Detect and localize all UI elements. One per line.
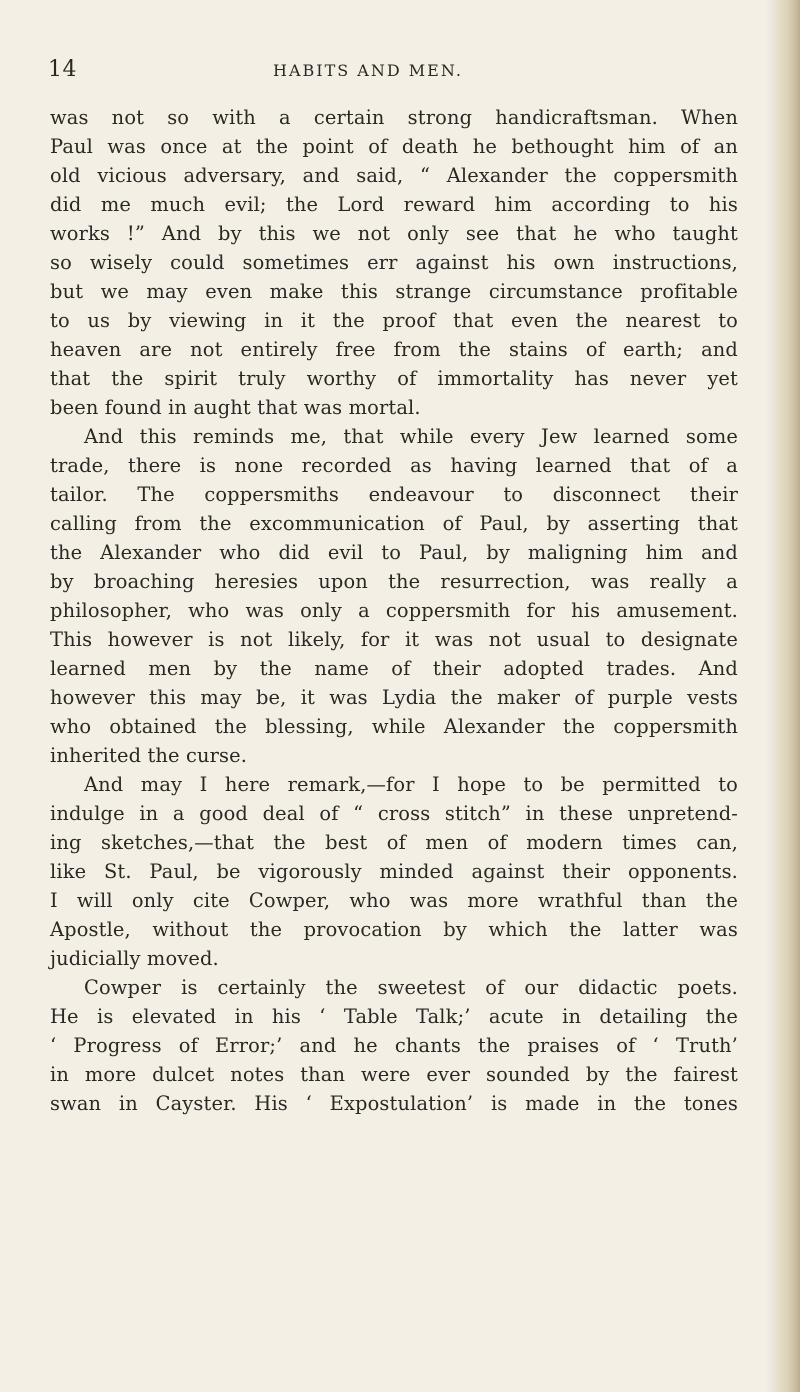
text-line: Apostle, without the provocation by which the latter was [50,918,738,941]
text-line: calling from the excommunication of Paul, by asserting that [50,512,738,535]
text-line: tailor. The coppersmiths endeavour to disconnect their [50,483,738,506]
text-line: like St. Paul, be vigorously minded against their opponents. [50,860,738,883]
text-line: learned men by the name of their adopted trades. And [50,657,738,680]
text-line: heaven are not entirely free from the stains of earth; and [50,338,738,361]
text-line: swan in Cayster. His ‘ Expostulation’ is made in the tones [50,1092,738,1115]
text-line: that the spirit truly worthy of immortality has never yet [50,367,738,390]
text-line: been found in aught that was mortal. [50,396,421,419]
text-line: works !” And by this we not only see that he who taught [50,222,738,245]
text-line: but we may even make this strange circumstance profitable [50,280,738,303]
page-gutter-shadow [766,0,776,1392]
paragraph-first-line: And this reminds me, that while every Jew learned some [84,425,738,448]
text-line: This however is not likely, for it was not usual to designate [50,628,738,651]
text-line: so wisely could sometimes err against his own instructions, [50,251,738,274]
paragraph-first-line: Cowper is certainly the sweetest of our didactic poets. [84,976,738,999]
text-line: the Alexander who did evil to Paul, by maligning him and [50,541,738,564]
text-line: trade, there is none recorded as having learned that of a [50,454,738,477]
text-line: judicially moved. [50,947,219,970]
paragraph-first-line: And may I here remark,—for I hope to be permitted to [84,773,738,796]
text-line: was not so with a certain strong handicraftsman. When [50,106,738,129]
body-text [50,103,738,1118]
text-line: in more dulcet notes than were ever sounded by the fairest [50,1063,738,1086]
text-line: I will only cite Cowper, who was more wrathful than the [50,889,738,912]
page-number: 14 [48,57,77,82]
text-line: inherited the curse. [50,744,248,767]
text-line: Paul was once at the point of death he bethought him of an [50,135,738,158]
text-line: however this may be, it was Lydia the maker of purple vests [50,686,738,709]
text-line: philosopher, who was only a coppersmith for his amusement. [50,599,738,622]
text-line: to us by viewing in it the proof that even the nearest to [50,309,738,332]
text-line: old vicious adversary, and said, “ Alexander the coppersmith [50,164,738,187]
text-line: ‘ Progress of Error;’ and he chants the praises of ‘ Truth’ [50,1034,738,1057]
running-head: HABITS AND MEN. [273,61,463,80]
text-line: who obtained the blessing, while Alexander the coppersmith [50,715,738,738]
text-line: by broaching heresies upon the resurrection, was really a [50,570,738,593]
text-line: ing sketches,—that the best of men of modern times can, [50,831,738,854]
page-header [48,58,768,84]
text-line: did me much evil; the Lord reward him according to his [50,193,738,216]
text-line: He is elevated in his ‘ Table Talk;’ acute in detailing the [50,1005,738,1028]
page-edge [776,0,800,1392]
text-line: indulge in a good deal of “ cross stitch” in these unpretend- [50,802,738,825]
